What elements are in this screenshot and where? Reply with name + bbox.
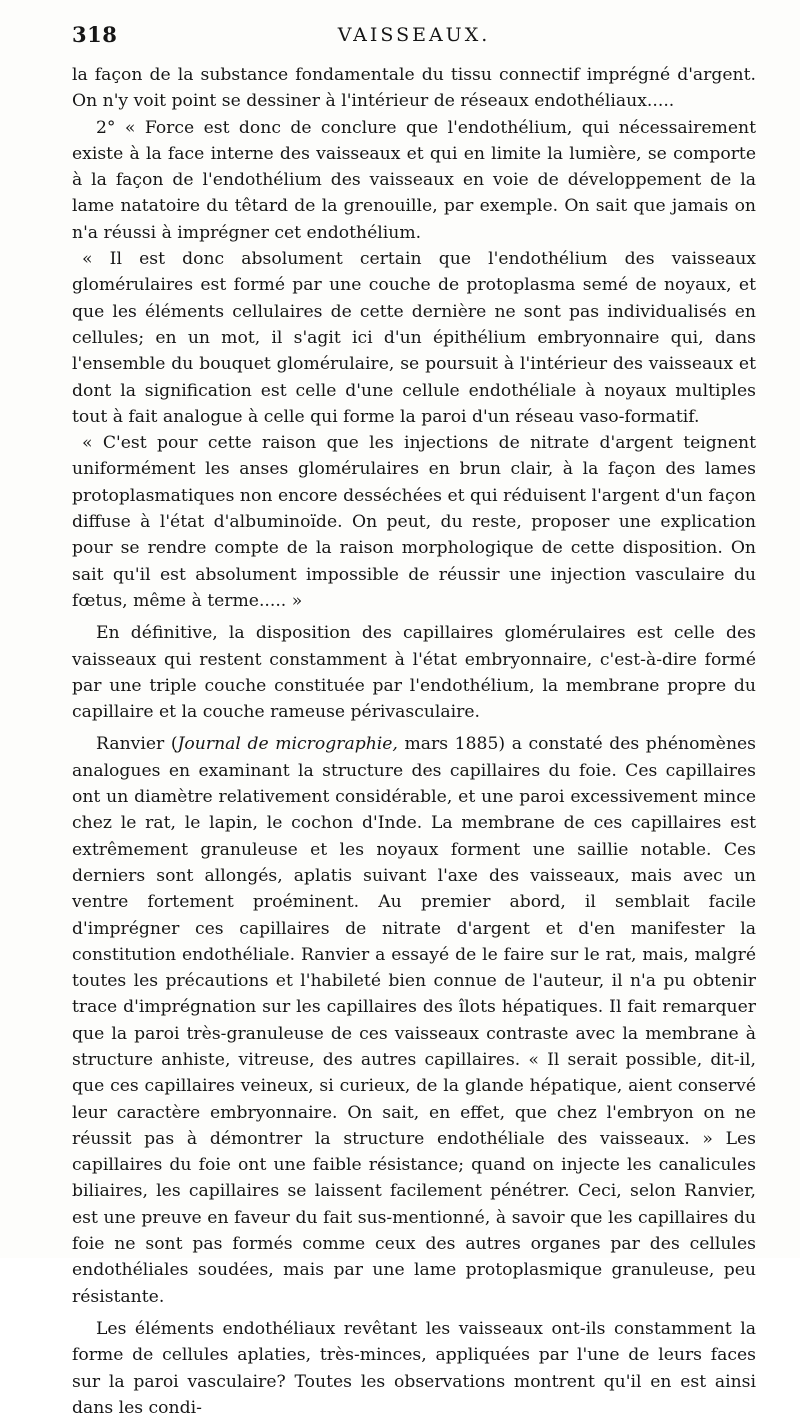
paragraph: [72, 731, 756, 1310]
paragraph: la façon de la substance fondamentale du tissu connectif imprégné d'argent. On n'y voit point se dessiner à l'intérieur de réseaux endothéliaux.....: [72, 65, 756, 112]
paragraph-body: mars 1885) a constaté des phénomènes analogues en examinant la structure des capillaires du foie. Ces capillaires ont un diamètre relativement considérable, et une paroi excessivement mince chez le rat, le lapin, le cochon d'Inde. La membrane de ces capillaires est extrêmement granuleuse et les noyaux forment une saillie notable. Ces derniers sont allongés, aplatis suivant l'axe des vaisseaux, mais avec un ventre fortement proéminent. Au premier abord, il semblait facile d'imprégner ces capillaires de nitrate d'argent et d'en manifester la constitution endothéliale. Ranvier a essayé de le faire sur le rat, mais, malgré toutes les précautions et l'habileté bien connue de l'auteur, il n'a pu obtenir trace d'imprégnation sur les capillaires des îlots hépatiques. Il fait remarquer que la paroi très-granuleuse de ces vaisseaux contraste avec la membrane à structure anhiste, vitreuse, des autres capillaires. « Il serait possible, dit-il, que ces capillaires veineux, si curieux, de la glande hépatique, aient conservé leur caractère embryonnaire. On sait, en effet, que chez l'embryon on ne réussit pas à démontrer la structure endothéliale des vaisseaux. » Les capillaires du foie ont une faible résistance; quand on injecte les canalicules biliaires, les capillaires se laissent facilement pénétrer. Ceci, selon Ranvier, est une preuve en faveur du fait sus-mentionné, à savoir que les capillaires du foie ne sont pas formés comme ceux des autres organes par des cellules endothéliales soudées, mais par une lame protoplasmique granuleuse, peu résistante.: [72, 734, 757, 1307]
paragraph-lead: Ranvier (: [96, 734, 178, 755]
running-title: VAISSEAUX.: [337, 24, 491, 46]
quoted-paragraph: « C'est pour cette raison que les injections de nitrate d'argent teignent uniformément les anses glomérulaires en brun clair, à la façon des lames protoplasmatiques non encore desséchées et qui réduisent l'argent d'un façon diffuse à l'état d'albuminoïde. On peut, du reste, proposer une explication pour se rendre compte de la raison morphologique de cette disposition. On sait qu'il est absolument impossible de réussir une injection vasculaire du fœtus, même à terme..... »: [72, 433, 756, 611]
page-header: [72, 22, 756, 62]
body-text: [72, 62, 756, 1421]
page-number: 318: [72, 22, 118, 47]
paragraph: Les éléments endothéliaux revêtant les vaisseaux ont-ils constamment la forme de cellules aplaties, très-minces, appliquées par l'une de leurs faces sur la paroi vasculaire? Toutes les observations montrent qu'il en est ainsi dans les condi-: [72, 1318, 756, 1418]
paragraph: En définitive, la disposition des capillaires glomérulaires est celle des vaisseaux qui restent constamment à l'état embryonnaire, c'est-à-dire formé par une triple couche constituée par l'endothélium, la membrane propre du capillaire et la couche rameuse périvasculaire.: [72, 623, 756, 723]
journal-title: Journal de micrographie,: [177, 734, 398, 755]
paragraph: 2° « Force est donc de conclure que l'endothélium, qui nécessairement existe à la face interne des vaisseaux et qui en limite la lumière, se comporte à la façon de l'endothélium des vaisseaux en voie de développement de la lame natatoire du têtard de la grenouille, par exemple. On sait que jamais on n'a réussi à imprégner cet endothélium.: [72, 117, 756, 243]
quoted-paragraph: « Il est donc absolument certain que l'endothélium des vaisseaux glomérulaires est formé par une couche de protoplasma semé de noyaux, et que les éléments cellulaires de cette dernière ne sont pas individualisés en cellules; en un mot, il s'agit ici d'un épithélium embryonnaire qui, dans l'ensemble du bouquet glomérulaire, se poursuit à l'intérieur des vaisseaux et dont la signification est celle d'une cellule endothéliale à noyaux multiples tout à fait analogue à celle qui forme la paroi d'un réseau vaso-formatif.: [72, 249, 756, 427]
